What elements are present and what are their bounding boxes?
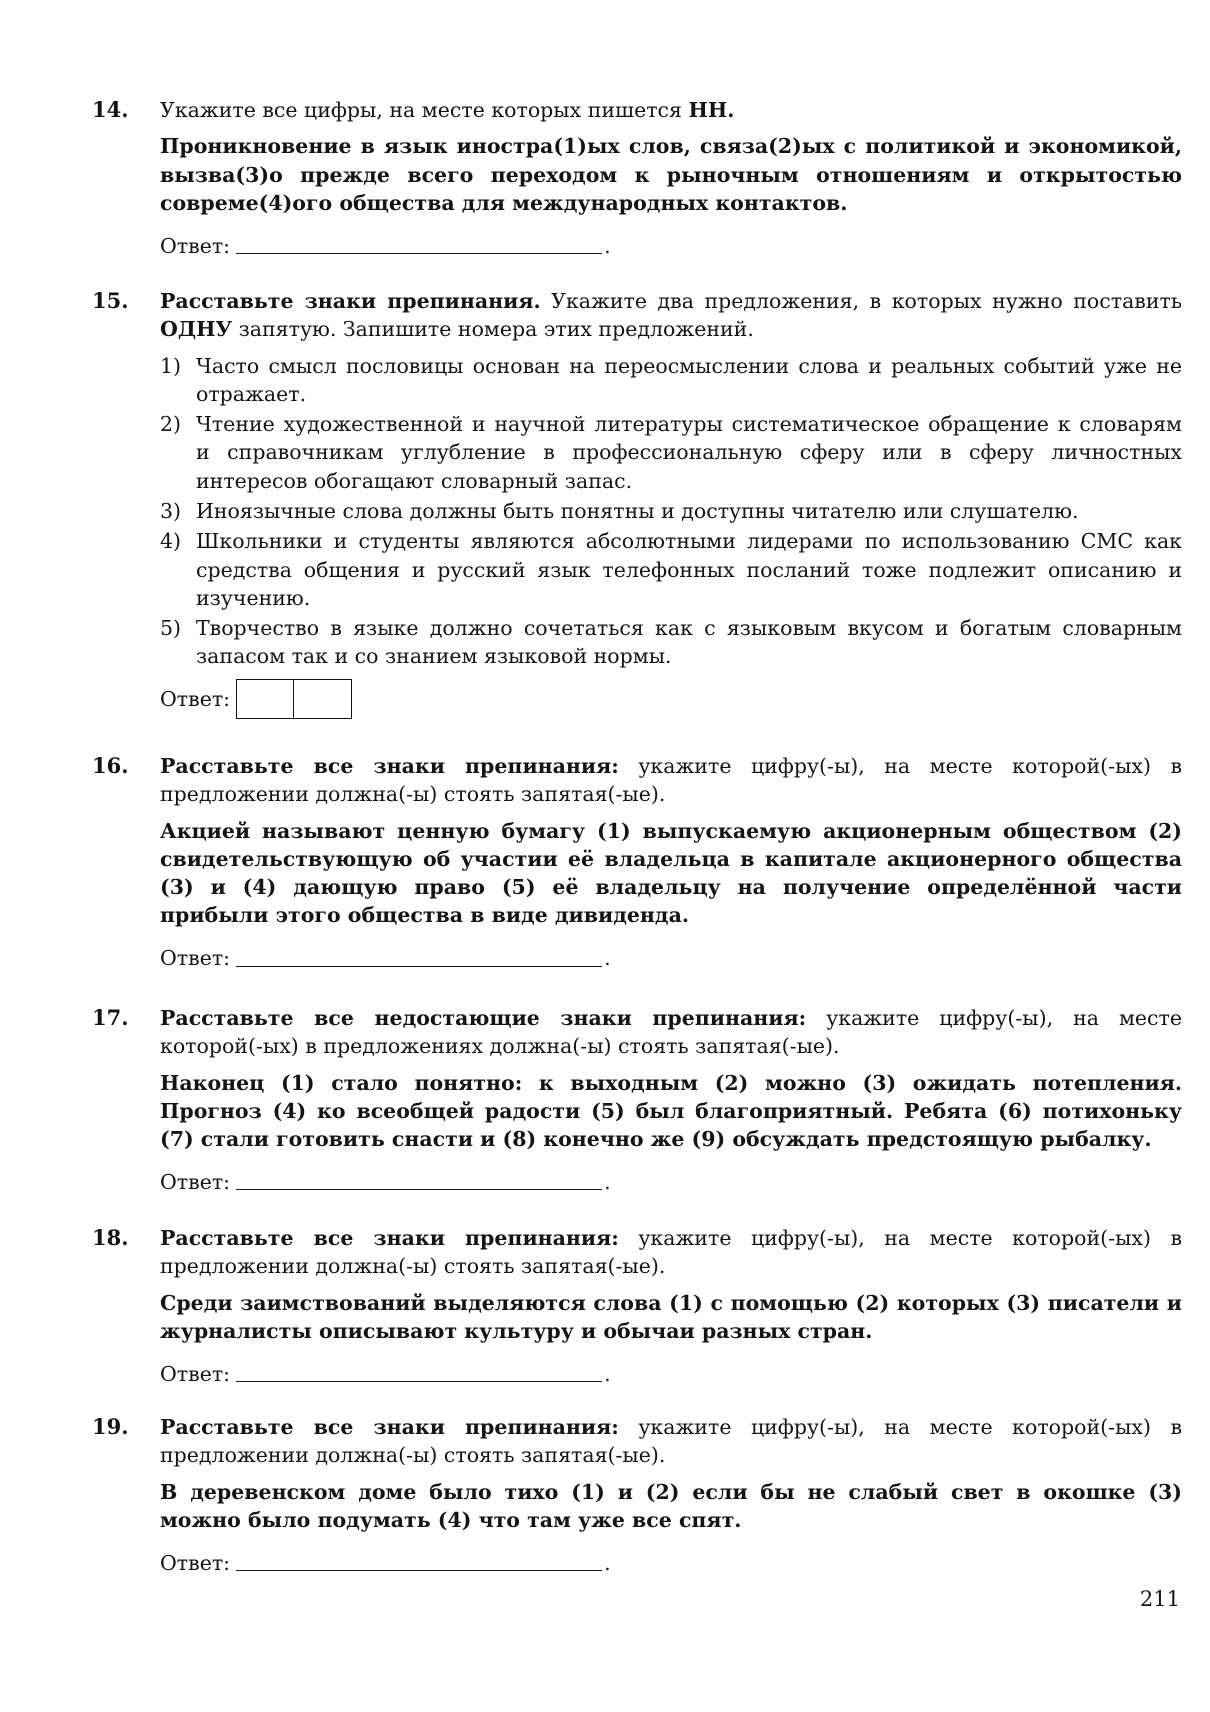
answer-row bbox=[160, 1548, 1182, 1577]
task-instruction bbox=[160, 287, 1182, 344]
task-instruction bbox=[160, 96, 1182, 124]
option-item bbox=[160, 410, 1182, 495]
options-list bbox=[160, 352, 1182, 671]
answer-label: Ответ: bbox=[160, 233, 231, 258]
answer-row bbox=[160, 231, 1182, 260]
option-number: 4) bbox=[160, 529, 182, 554]
page-number: 211 bbox=[1139, 1587, 1180, 1611]
option-text: Творчество в языке должно сочетаться как с языковым вкусом и богатым словарным запасом так и со знанием языковой нормы. bbox=[196, 616, 1182, 669]
instruction-emphasis: ОДНУ bbox=[160, 317, 233, 342]
instruction-text: укажите цифру(-ы), на месте которой(-ых) в предложении должна(-ы) стоять запятая(-ые). bbox=[160, 754, 1182, 807]
task-instruction bbox=[160, 1413, 1182, 1470]
answer-row bbox=[160, 1167, 1182, 1196]
task-text: Акцией называют ценную бумагу (1) выпускаемую акционерным обществом (2) свидетельствующую об участии её владельца в капитале акционерного общества (3) и (4) дающую право (5) её владельцу на получение определённой части прибыли этого общества в виде дивиденда. bbox=[160, 818, 1182, 928]
option-item bbox=[160, 352, 1182, 409]
option-number: 3) bbox=[160, 498, 182, 523]
option-text: Школьники и студенты являются абсолютными лидерами по использованию СМС как средства общения и русский язык телефонных посланий тоже подлежит описанию и изучению. bbox=[196, 529, 1182, 610]
instruction-emphasis: НН. bbox=[688, 98, 735, 122]
answer-label: Ответ: bbox=[160, 686, 231, 711]
answer-input-line[interactable] bbox=[236, 1167, 602, 1190]
task-17 bbox=[92, 1004, 1182, 1196]
option-number: 5) bbox=[160, 616, 182, 641]
task-18 bbox=[92, 1224, 1182, 1388]
answer-label: Ответ: bbox=[160, 1550, 231, 1575]
task-19 bbox=[92, 1413, 1182, 1577]
task-text: Проникновение в язык иностра(1)ых слов, связа(2)ых с политикой и экономикой, вызва(3)о прежде всего переходом к рыночным отношениям и открытостью совреме(4)ого общества для международных контактов. bbox=[160, 134, 1182, 215]
task-instruction bbox=[160, 1004, 1182, 1061]
answer-label: Ответ: bbox=[160, 946, 231, 971]
answer-cell-1[interactable] bbox=[236, 679, 294, 719]
option-item bbox=[160, 527, 1182, 612]
answer-dot: . bbox=[604, 946, 611, 971]
task-text: Среди заимствований выделяются слова (1) с помощью (2) которых (3) писатели и журналисты описывают культуру и обычаи разных стран. bbox=[160, 1290, 1182, 1343]
answer-row bbox=[160, 1359, 1182, 1388]
instruction-emphasis: Расставьте все знаки препинания: bbox=[160, 1226, 619, 1250]
instruction-emphasis: Расставьте все знаки препинания: bbox=[160, 754, 619, 778]
option-text: Часто смысл пословицы основан на переосмыслении слова и реальных событий уже не отражает. bbox=[196, 353, 1182, 406]
answer-input-line[interactable] bbox=[236, 1548, 602, 1571]
answer-input-line[interactable] bbox=[236, 944, 602, 967]
task-number: 19. bbox=[92, 1414, 129, 1439]
task-text: Наконец (1) стало понятно: к выходным (2) можно (3) ожидать потепления. Прогноз (4) ко всеобщей радости (5) был благоприятный. Ребята (6) потихоньку (7) стали готовить снасти и (8) конечно же (9) обсуждать предстоящую рыбалку. bbox=[160, 1070, 1182, 1152]
answer-cell-2[interactable] bbox=[294, 679, 352, 719]
instruction-text: укажите цифру(-ы), на месте которой(-ых) в предложениях должна(-ы) стоять запятая(-ые). bbox=[160, 1006, 1182, 1059]
answer-row bbox=[160, 679, 1182, 719]
option-text: Иноязычные слова должны быть понятны и доступны читателю или слушателю. bbox=[196, 498, 1079, 523]
answer-dot: . bbox=[604, 1550, 611, 1575]
option-number: 2) bbox=[160, 412, 182, 437]
task-15 bbox=[92, 287, 1182, 719]
answer-dot: . bbox=[604, 1361, 611, 1386]
task-16 bbox=[92, 752, 1182, 973]
task-number: 15. bbox=[92, 288, 129, 313]
instruction-text: Укажите все цифры, на месте которых пишется bbox=[160, 98, 689, 122]
instruction-text: Укажите два предложения, в которых нужно поставить bbox=[540, 289, 1182, 313]
task-number: 16. bbox=[92, 753, 129, 778]
task-instruction bbox=[160, 1224, 1182, 1281]
task-14 bbox=[92, 96, 1182, 260]
answer-dot: . bbox=[604, 1170, 611, 1195]
option-item bbox=[160, 614, 1182, 671]
instruction-text: укажите цифру(-ы), на месте которой(-ых) в предложении должна(-ы) стоять запятая(-ые). bbox=[160, 1226, 1182, 1279]
answer-dot: . bbox=[604, 233, 611, 258]
answer-label: Ответ: bbox=[160, 1361, 231, 1386]
task-number: 14. bbox=[92, 97, 129, 122]
option-item bbox=[160, 497, 1182, 525]
instruction-text: запятую. Запишите номера этих предложений. bbox=[232, 317, 754, 342]
answer-input-line[interactable] bbox=[236, 1359, 602, 1382]
instruction-emphasis: Расставьте все недостающие знаки препинания: bbox=[160, 1006, 807, 1030]
task-number: 18. bbox=[92, 1225, 129, 1250]
task-text: В деревенском доме было тихо (1) и (2) если бы не слабый свет в окошке (3) можно было подумать (4) что там уже все спят. bbox=[160, 1479, 1182, 1532]
answer-row bbox=[160, 944, 1182, 973]
instruction-emphasis: Расставьте знаки препинания. bbox=[160, 289, 541, 313]
answer-label: Ответ: bbox=[160, 1170, 231, 1195]
task-instruction bbox=[160, 752, 1182, 809]
option-number: 1) bbox=[160, 353, 182, 378]
task-number: 17. bbox=[92, 1005, 129, 1030]
instruction-text: укажите цифру(-ы), на месте которой(-ых) в предложении должна(-ы) стоять запятая(-ые). bbox=[160, 1415, 1182, 1468]
answer-input-line[interactable] bbox=[236, 231, 602, 254]
option-text: Чтение художественной и научной литературы систематическое обращение к словарям и справочникам углубление в профессиональную сферу или в сферу личностных интересов обогащают словарный запас. bbox=[196, 412, 1182, 493]
instruction-emphasis: Расставьте все знаки препинания: bbox=[160, 1415, 619, 1439]
